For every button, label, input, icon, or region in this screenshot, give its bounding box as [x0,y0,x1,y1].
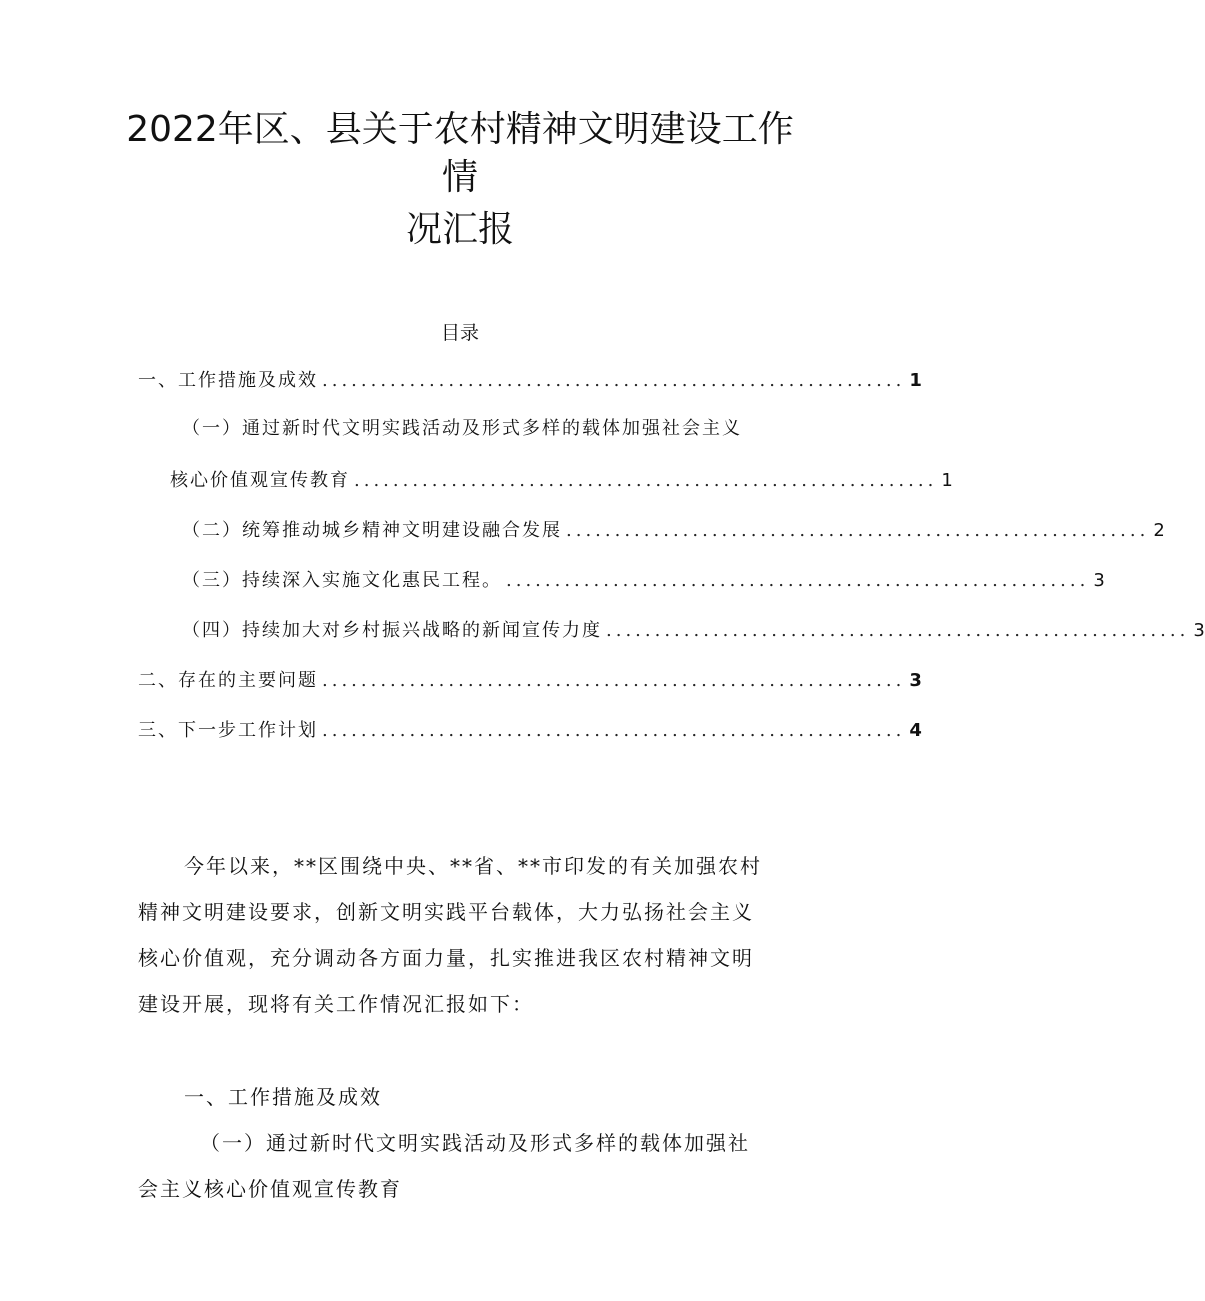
toc-leader-dots: ............................................................ [354,470,938,491]
toc-item-3[interactable] [182,516,1165,546]
toc-item-label: （四）持续加大对乡村振兴战略的新闻宣传力度 [182,620,602,641]
toc-item-label: 三、下一步工作计划 [138,720,318,741]
intro-line: 精神文明建设要求，创新文明实践平台载体，大力弘扬社会主义 [138,900,754,924]
intro-line: 建设开展，现将有关工作情况汇报如下： [138,992,534,1016]
toc-page-number: 3 [1193,620,1205,641]
toc-leader-dots: ............................................................ [566,520,1150,541]
toc-item-7[interactable] [138,716,922,746]
section-1-heading: 一、工作措施及成效 [184,1085,382,1109]
toc-item-2-line-1[interactable]: （一）通过新时代文明实践活动及形式多样的载体加强社会主义 [182,418,742,439]
subsection-heading [138,1120,788,1212]
toc-leader-dots: ............................................................ [322,670,906,691]
toc-leader-dots: ............................................................ [606,620,1190,641]
toc-page-number: 4 [909,720,922,741]
toc-item-label: 一、工作措施及成效 [138,370,318,391]
title-line-2: 情 [441,157,478,198]
intro-line: 今年以来，**区围绕中央、**省、**市印发的有关加强农村 [184,854,762,878]
toc-heading: 目录 [440,322,479,344]
title-line-1: 2022年区、县关于农村精神文明建设工作 [126,109,794,150]
toc-page-number: 1 [941,470,953,491]
toc-item-1[interactable] [138,366,922,396]
toc-leader-dots: ............................................................ [322,370,906,391]
toc-item-4[interactable] [182,566,1105,596]
subsection-1-line: （一）通过新时代文明实践活动及形式多样的载体加强社 [200,1131,750,1155]
title-line-3: 况汇报 [405,209,514,250]
toc-item-label: 二、存在的主要问题 [138,670,318,691]
toc-item-6[interactable] [138,666,922,696]
toc-leader-dots: ............................................................ [506,570,1090,591]
intro-line: 核心价值观，充分调动各方面力量，扎实推进我区农村精神文明 [138,946,754,970]
toc-item-label: （三）持续深入实施文化惠民工程。 [182,570,502,591]
subsection-1-line: 会主义核心价值观宣传教育 [138,1177,402,1201]
toc-item-label: （二）统筹推动城乡精神文明建设融合发展 [182,520,562,541]
toc-page-number: 3 [909,670,922,691]
toc-item-2[interactable] [170,466,953,496]
toc-item-5[interactable] [182,616,1205,646]
intro-paragraph [138,843,788,1027]
toc-item-label: 核心价值观宣传教育 [170,470,350,491]
toc-page-number: 1 [909,370,922,391]
toc-page-number: 2 [1153,520,1165,541]
toc-page-number: 3 [1093,570,1105,591]
section-heading [138,1074,788,1120]
toc-leader-dots: ............................................................ [322,720,906,741]
